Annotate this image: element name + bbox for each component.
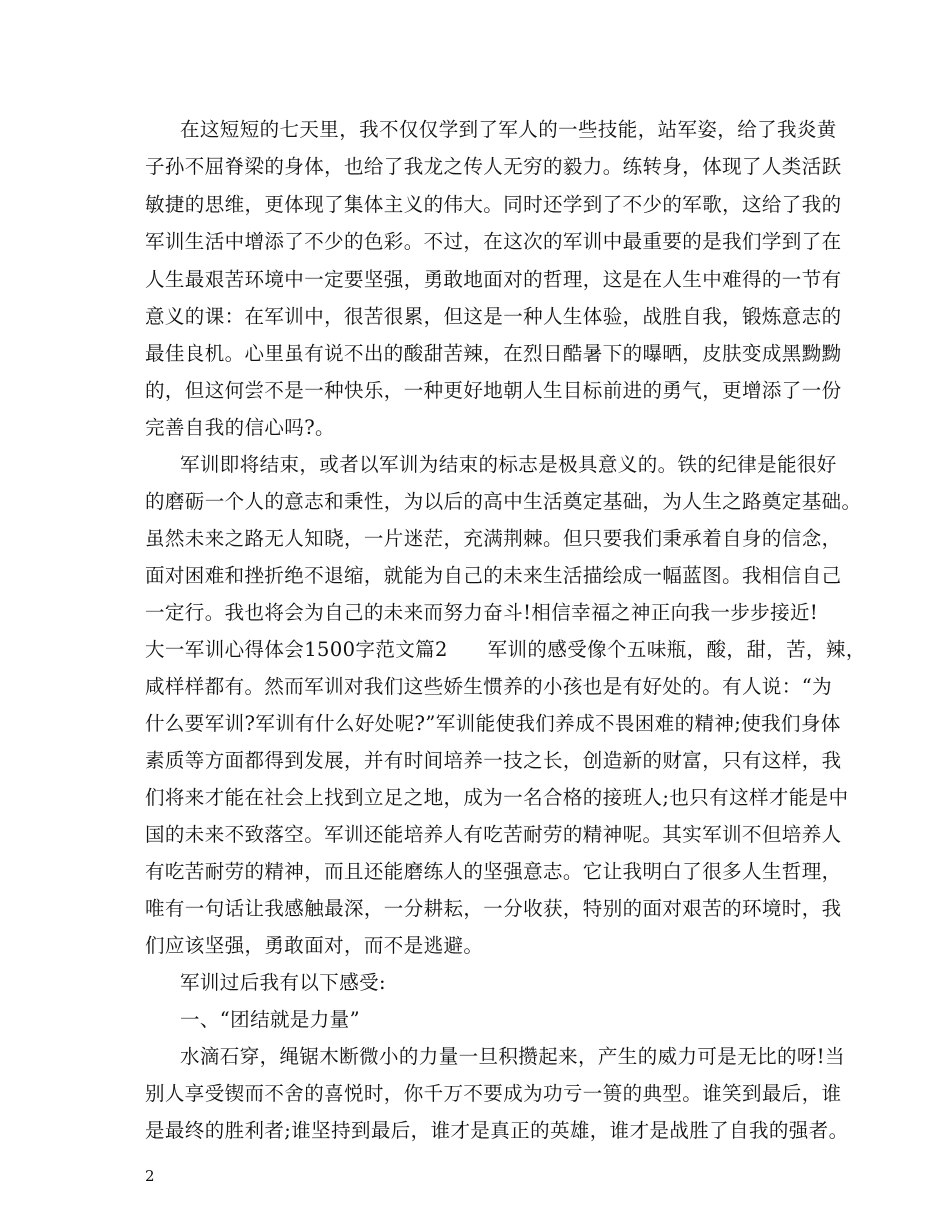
text-line: 别人享受锲而不舍的喜悦时，你千万不要成为功亏一篑的典型。谁笑到最后，谁: [145, 1082, 842, 1105]
text-line: 意义的课：在军训中，很苦很累，但这是一种人生体验，战胜自我，锻炼意志的: [145, 305, 842, 328]
text-line: 的，但这何尝不是一种快乐，一种更好地朝人生目标前进的勇气，更增添了一份: [145, 379, 842, 402]
text-line: 们应该坚强，勇敢面对，而不是逃避。: [145, 934, 484, 957]
text-line: 完善自我的信心吗?。: [145, 416, 335, 439]
text-line: 敏捷的思维，更体现了集体主义的伟大。同时还学到了不少的军歌，这给了我的: [145, 193, 842, 216]
section-heading-line: 大一军训心得体会1500字范文篇2 军训的感受像个五味瓶，酸，甜，苦，辣，: [145, 638, 866, 661]
text-line: 素质等方面都得到发展，并有时间培养一技之长，创造新的财富，只有这样，我: [145, 749, 842, 772]
text-line: 最佳良机。心里虽有说不出的酸甜苦辣，在烈日酷暑下的曝晒，皮肤变成黑黝黝: [145, 342, 842, 365]
text-line: 人生最艰苦环境中一定要坚强，勇敢地面对的哲理，这是在人生中难得的一节有: [145, 268, 842, 291]
text-line: 的磨砺一个人的意志和秉性，为以后的高中生活奠定基础，为人生之路奠定基础。: [145, 490, 862, 513]
subheading-line: 一、“团结就是力量”: [180, 1008, 360, 1031]
text-line: 子孙不屈脊梁的身体，也给了我龙之传人无穷的毅力。练转身，体现了人类活跃: [145, 155, 842, 178]
text-line: 们将来才能在社会上找到立足之地，成为一名合格的接班人;也只有这样才能是中: [145, 786, 849, 809]
text-line: 什么要军训?军训有什么好处呢?”军训能使我们养成不畏困难的精神;使我们身体: [145, 712, 841, 735]
text-line: 在这短短的七天里，我不仅仅学到了军人的一些技能，站军姿，给了我炎黄: [180, 118, 837, 141]
text-line: 虽然未来之路无人知晓，一片迷茫，充满荆棘。但只要我们秉承着自身的信念，: [145, 527, 842, 550]
text-line: 国的未来不致落空。军训还能培养人有吃苦耐劳的精神呢。其实军训不但培养人: [145, 823, 842, 846]
text-line: 军训生活中增添了不少的色彩。不过，在这次的军训中最重要的是我们学到了在: [145, 230, 842, 253]
text-line: 是最终的胜利者;谁坚持到最后，谁才是真正的英雄，谁才是战胜了自我的强者。: [145, 1119, 849, 1142]
text-line: 军训过后我有以下感受:: [180, 971, 386, 994]
text-line: 有吃苦耐劳的精神，而且还能磨练人的坚强意志。它让我明白了很多人生哲理，: [145, 860, 842, 883]
text-line: 水滴石穿，绳锯木断微小的力量一旦积攒起来，产生的威力可是无比的呀!当: [180, 1045, 845, 1068]
page-number: 2: [145, 1167, 155, 1185]
text-line: 军训即将结束，或者以军训为结束的标志是极具意义的。铁的纪律是能很好: [180, 453, 837, 476]
text-line: 唯有一句话让我感触最深，一分耕耘，一分收获，特别的面对艰苦的环境时，我: [145, 897, 842, 920]
text-line: 面对困难和挫折绝不退缩，就能为自己的未来生活描绘成一幅蓝图。我相信自己: [145, 564, 842, 587]
text-line: 一定行。我也将会为自己的未来而努力奋斗!相信幸福之神正向我一步步接近!: [145, 601, 819, 624]
text-line: 咸样样都有。然而军训对我们这些娇生惯养的小孩也是有好处的。有人说：“为: [145, 675, 832, 698]
